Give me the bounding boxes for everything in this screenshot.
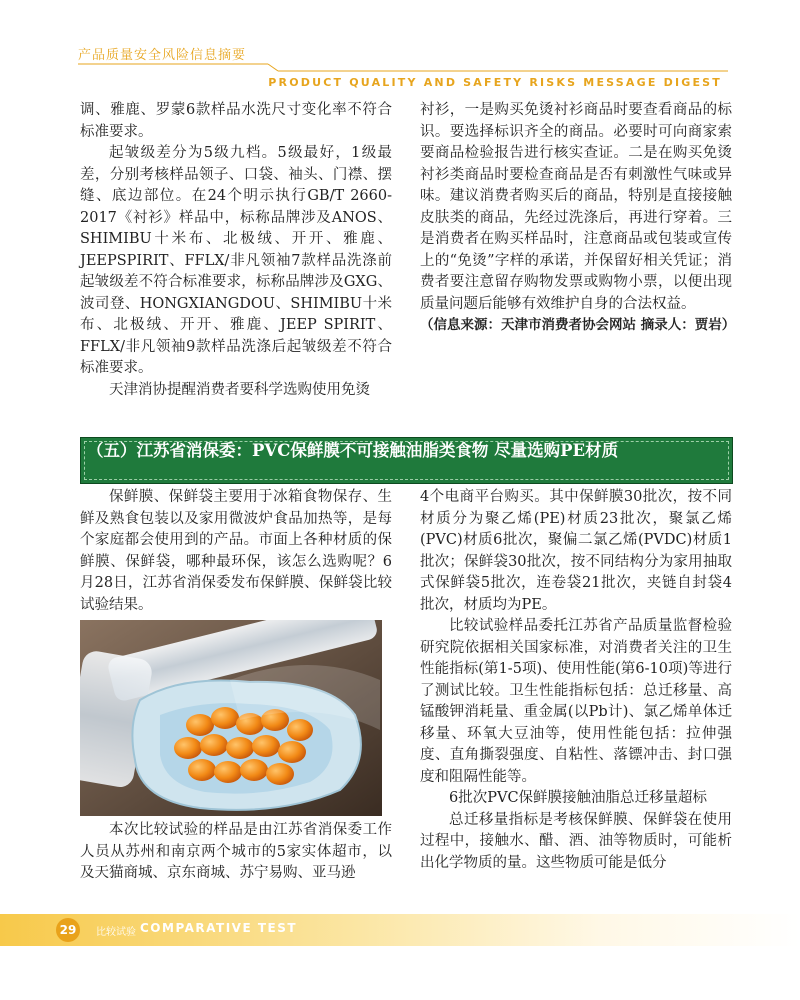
paragraph: 衬衫，一是购买免烫衬衫商品时要查看商品的标识。要选择标识齐全的商品。必要时可向商家索要商品检验报告进行核实查证。二是在购买免烫衬衫类商品时要检查商品是否有刺激性气味或异味。建议消费者购买后的商品，特别是直接接触皮肤类的商品，先经过洗涤后，再进行穿着。三是消费者在购买样品时，注意商品或包装或宣传上的“免烫”字样的承诺，并保留好相关凭证；消费者要注意留存购物发票或购物小票，以便出现质量问题后能够有效维护自身的合法权益。 — [420, 102, 732, 312]
header-rule — [78, 62, 278, 72]
section-title: （五）江苏省消保委：PVC保鲜膜不可接触油脂类食物 尽量选购PE材质 — [87, 441, 619, 460]
paragraph: 保鲜膜、保鲜袋主要用于冰箱食物保存、生鲜及熟食包装以及家用微波炉食品加热等，是每个家庭都会使用到的产品。市面上各种材质的保鲜膜、保鲜袋，哪种最环保，该怎么选购呢？6月28日，江苏省消保委发布保鲜膜、保鲜袋比较试验结果。 — [80, 489, 392, 613]
header-title-en: PRODUCT QUALITY AND SAFETY RISKS MESSAGE DIGEST — [268, 76, 722, 89]
footer-section-label-en: COMPARATIVE TEST — [140, 921, 298, 935]
header-rule-extension — [278, 70, 728, 74]
top-right-column — [420, 100, 736, 337]
header-title-cn: 产品质量安全风险信息摘要 — [78, 48, 247, 63]
photo-illustration — [80, 620, 382, 816]
paragraph: 本次比较试验的样品是由江苏省消保委工作人员从苏州和南京两个城市的5家实体超市，以及天猫商城、京东商城、苏宁易购、亚马逊 — [80, 822, 392, 881]
source-credit: （信息来源：天津市消费者协会网站 摘录人：贾岩） — [420, 317, 736, 333]
paragraph: 总迁移量指标是考核保鲜膜、保鲜袋在使用过程中，接触水、醋、酒、油等物质时，可能析出化学物质的量。这些物质可能是低分 — [420, 811, 732, 871]
section-heading-bar — [80, 437, 733, 484]
top-left-column — [80, 100, 392, 401]
paragraph: 起皱级差分为5级九档。5级最好，1级最差，分别考核样品领子、口袋、袖头、门襟、摆缝、底边部位。在24个明示执行GB/T 2660-2017《衬衫》样品中，标称品牌涉及ANOS、SHIMIBU十米布、北极绒、开开、雅鹿、JEEPSPIRIT、FFLX/非凡领袖7款样品洗涤前起皱级差不符合标准要求，标称品牌涉及GXG、波司登、HONGXIANGDOU、SHIMIBU十米布、北极绒、开开、雅鹿、JEEP SPIRIT、FFLX/非凡领袖9款样品洗涤后起皱级差不符合标准要求。 — [80, 145, 392, 376]
bottom-left-column-continued — [80, 820, 392, 885]
paragraph: 天津消协提醒消费者要科学选购使用免烫 — [109, 381, 370, 398]
cling-film-tomatoes-photo — [80, 620, 382, 816]
page-number: 29 — [56, 918, 80, 942]
footer-section-label-cn: 比较试验 — [96, 927, 136, 938]
bottom-right-column — [420, 487, 732, 874]
bottom-left-column — [80, 487, 392, 616]
paragraph: 比较试验样品委托江苏省产品质量监督检验研究院依据相关国家标准，对消费者关注的卫生性能指标(第1-5项)、使用性能(第6-10项)等进行了测试比较。卫生性能指标包括：总迁移量、高锰酸钾消耗量、重金属(以Pb计)、氯乙烯单体迁移量、环氧大豆油等，使用性能包括：拉伸强度、直角撕裂强度、自粘性、落镖冲击、封口强度和阻隔性能等。 — [420, 618, 732, 785]
subheading: 6批次PVC保鲜膜接触油脂总迁移量超标 — [449, 790, 708, 806]
paragraph: 调、雅鹿、罗蒙6款样品水洗尺寸变化率不符合标准要求。 — [80, 102, 392, 140]
paragraph: 4个电商平台购买。其中保鲜膜30批次，按不同材质分为聚乙烯(PE)材质23批次，聚氯乙烯(PVC)材质6批次，聚偏二氯乙烯(PVDC)材质1批次；保鲜袋30批次，按不同结构分为家用抽取式保鲜袋5批次，连卷袋21批次，夹链自封袋4批次，材质均为PE。 — [420, 489, 732, 613]
